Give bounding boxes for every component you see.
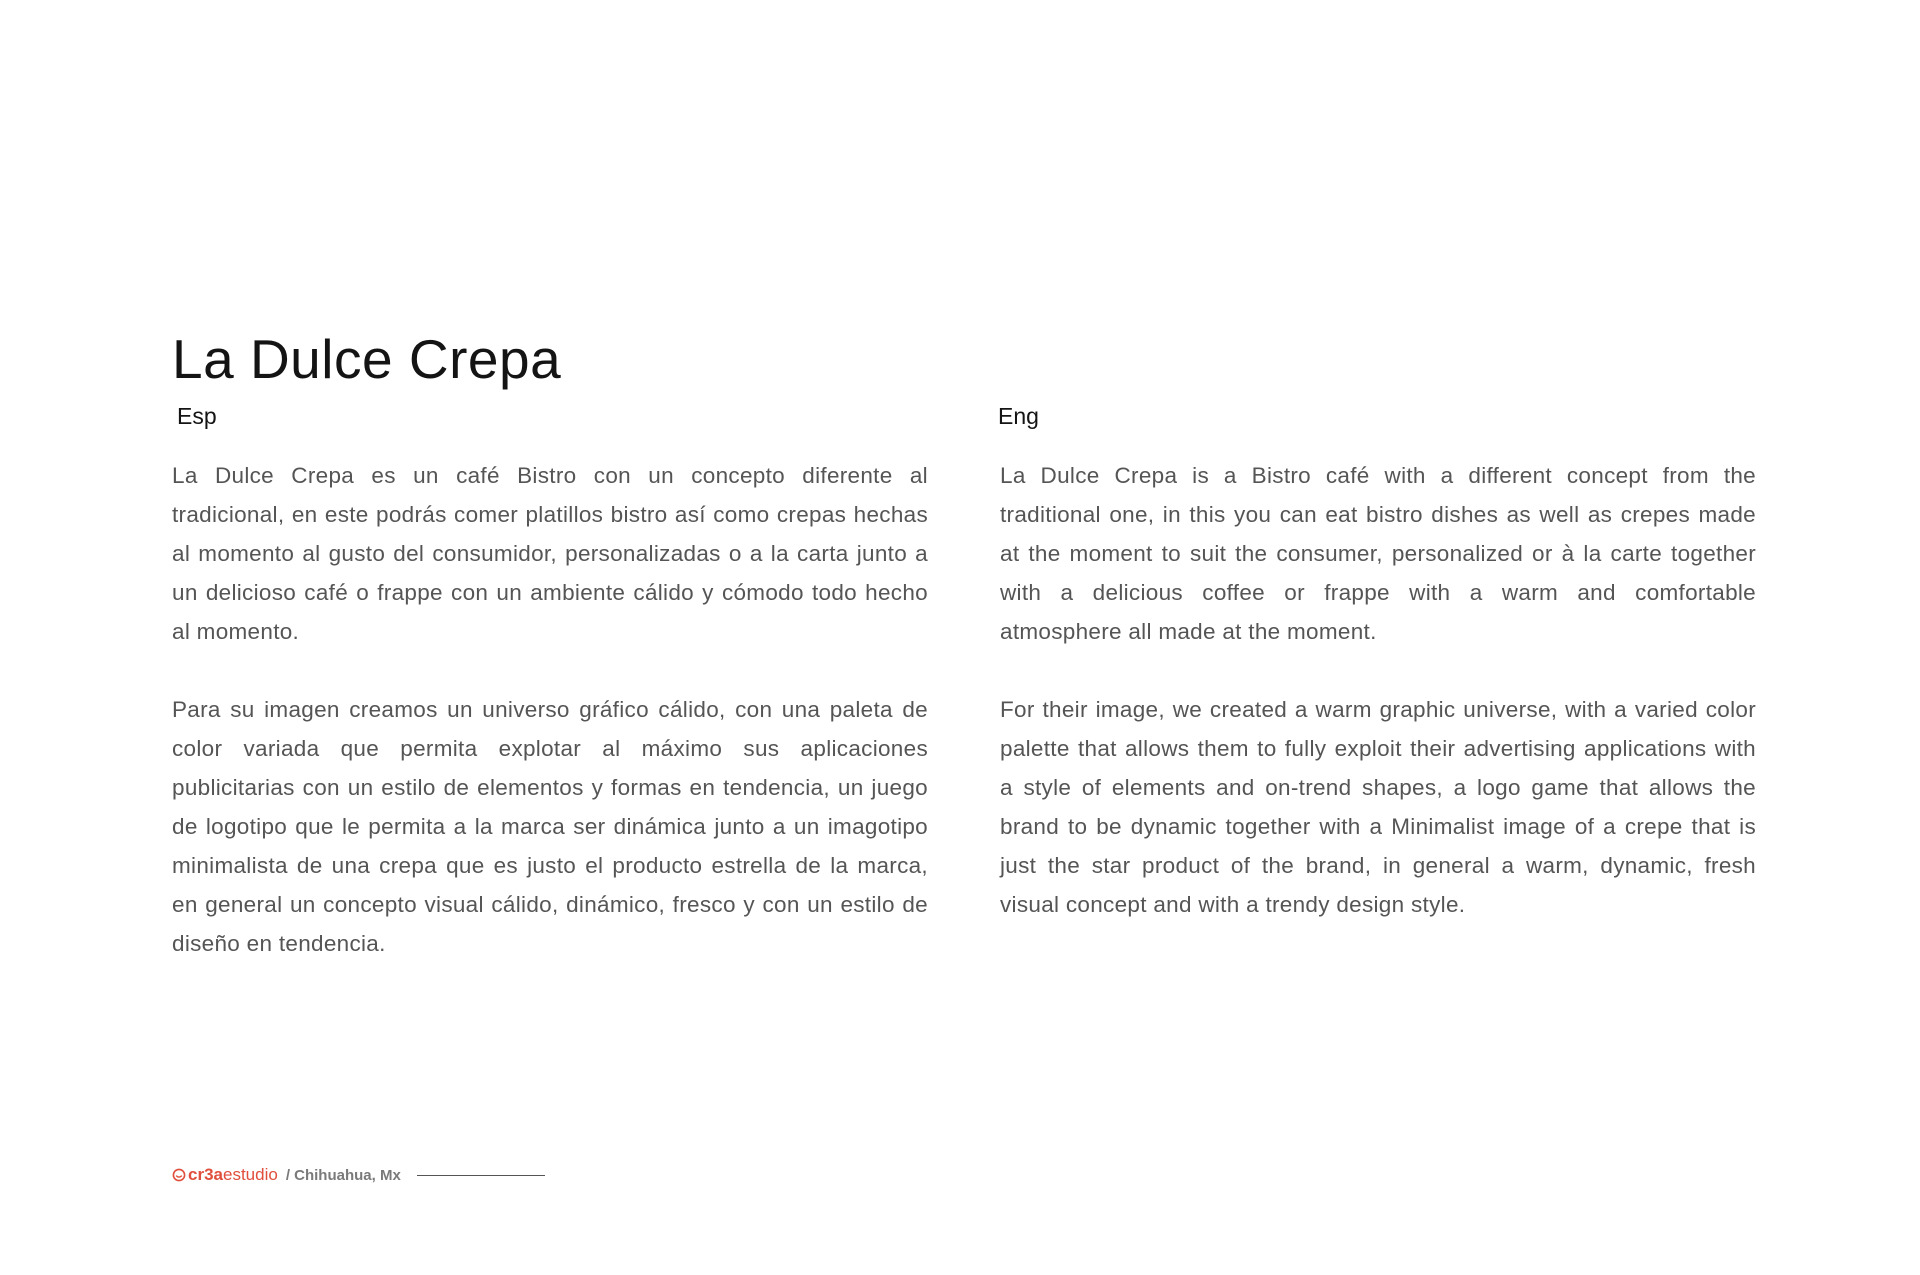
location-text: / Chihuahua, Mx: [285, 1166, 401, 1184]
footer: [172, 1163, 545, 1187]
esp-paragraph-2: Para su imagen creamos un universo gráfico cálido, con una paleta de color variada que permita explotar al máximo sus aplicaciones publicitarias con un estilo de elementos y formas en tendencia, un juego de logotipo que le permita a la marca ser dinámica junto a un imagotipo minimalista de una crepa que es justo el producto estrella de la marca, en general un concepto visual cálido, dinámico, fresco y con un estilo de diseño en tendencia.: [172, 697, 928, 956]
footer-divider: [417, 1175, 545, 1176]
brand-name-strong: cr3a: [188, 1165, 223, 1184]
esp-paragraph-1: La Dulce Crepa es un café Bistro con un concepto diferente al tradicional, en este podrás comer platillos bistro así como crepas hechas al momento al gusto del consumidor, personalizadas o a la carta junto a un delicioso café o frappe con un ambiente cálido y cómodo todo hecho al momento.: [172, 463, 928, 644]
spanish-column: [172, 400, 928, 1002]
lang-label-eng: Eng: [998, 403, 1039, 429]
eng-paragraph-1: La Dulce Crepa is a Bistro café with a different concept from the traditional one, in this you can eat bistro dishes as well as crepes made at the moment to suit the consumer, personalized or à la carte together with a delicious coffee or frappe with a warm and comfortable atmosphere all made at the moment.: [1000, 463, 1756, 644]
page-title: La Dulce Crepa: [172, 328, 562, 390]
eng-paragraph-2: For their image, we created a warm graphic universe, with a varied color palette that allows them to fully exploit their advertising applications with a style of elements and on-trend shapes, a logo game that allows the brand to be dynamic together with a Minimalist image of a crepe that is just the star product of the brand, in general a warm, dynamic, fresh visual concept and with a trendy design style.: [1000, 697, 1756, 917]
english-column: [1000, 400, 1756, 963]
brand-smiley-icon: [172, 1168, 186, 1182]
lang-label-esp: Esp: [177, 403, 217, 429]
brand-name-light: estudio: [222, 1165, 278, 1184]
brand-logo: [172, 1165, 278, 1185]
